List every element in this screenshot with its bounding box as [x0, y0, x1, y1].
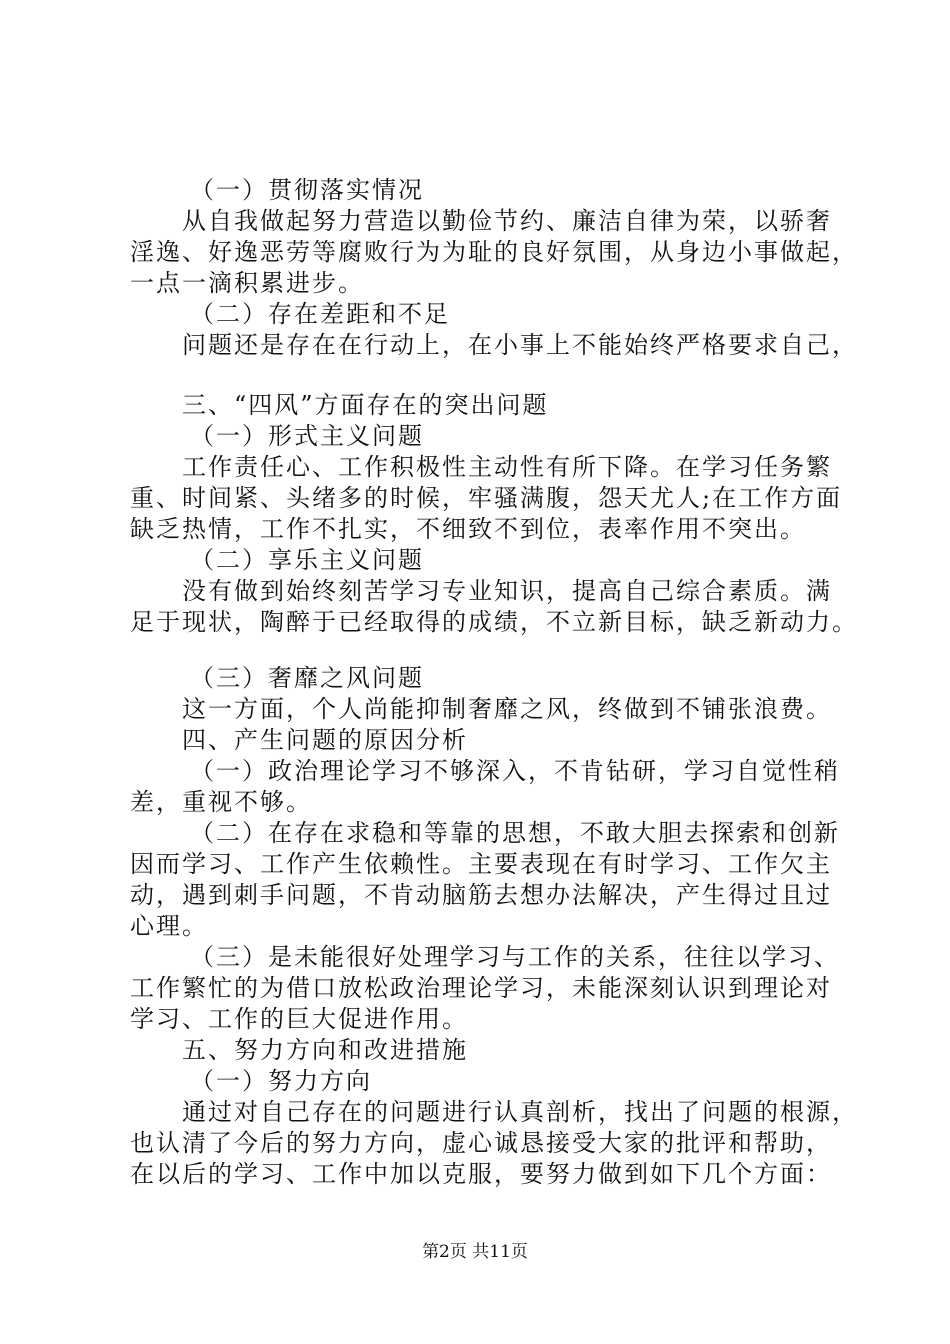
- text-line: 淫逸、好逸恶劳等腐败行为为耻的良好氛围，从身边小事做起，: [130, 238, 858, 266]
- text-line: （一）贯彻落实情况: [190, 176, 424, 204]
- text-line: 问题还是存在在行动上，在小事上不能始终严格要求自己，: [182, 331, 858, 359]
- text-line: 重、时间紧、头绪多的时候，牢骚满腹，怨天尤人;在工作方面: [130, 484, 843, 512]
- text-line: 差，重视不够。: [130, 788, 312, 816]
- text-line: （一）努力方向: [190, 1067, 372, 1095]
- text-line: （二）存在差距和不足: [190, 300, 450, 328]
- text-line: 工作责任心、工作积极性主动性有所下降。在学习任务繁: [182, 453, 832, 481]
- text-line: 在以后的学习、工作中加以克服，要努力做到如下几个方面：: [130, 1160, 832, 1188]
- text-line: （三）奢靡之风问题: [190, 664, 424, 692]
- text-line: 学习、工作的巨大促进作用。: [130, 1005, 468, 1033]
- text-line: 这一方面，个人尚能抑制奢靡之风，终做到不铺张浪费。: [182, 695, 832, 723]
- section-heading: 三、“四风”方面存在的突出问题: [182, 391, 549, 419]
- page-number-footer: 第2页 共11页: [422, 1242, 528, 1262]
- text-line: 也认清了今后的努力方向，虚心诚恳接受大家的批评和帮助，: [130, 1129, 832, 1157]
- text-line: （二）在存在求稳和等靠的思想，不敢大胆去探索和创新: [190, 819, 840, 847]
- text-line: 通过对自己存在的问题进行认真剖析，找出了问题的根源，: [182, 1098, 858, 1126]
- text-line: 动，遇到刺手问题，不肯动脑筋去想办法解决，产生得过且过: [130, 881, 832, 909]
- section-heading: 四、产生问题的原因分析: [182, 726, 468, 754]
- text-line: 没有做到始终刻苦学习专业知识，提高自己综合素质。满: [182, 577, 832, 605]
- text-line: （一）政治理论学习不够深入，不肯钻研，学习自觉性稍: [190, 757, 840, 785]
- text-line: 从自我做起努力营造以勤俭节约、廉洁自律为荣，以骄奢: [182, 207, 832, 235]
- text-line: 因而学习、工作产生依赖性。主要表现在有时学习、工作欠主: [130, 850, 832, 878]
- text-line: （三）是未能很好处理学习与工作的关系，往往以学习、: [190, 943, 840, 971]
- text-line: 工作繁忙的为借口放松政治理论学习，未能深刻认识到理论对: [130, 974, 832, 1002]
- text-line: 心理。: [130, 912, 208, 940]
- text-line: （一）形式主义问题: [190, 422, 424, 450]
- text-line: （二）享乐主义问题: [190, 546, 424, 574]
- text-line: 缺乏热情，工作不扎实，不细致不到位，表率作用不突出。: [130, 515, 806, 543]
- section-heading: 五、努力方向和改进措施: [182, 1036, 468, 1064]
- text-line: 足于现状，陶醉于已经取得的成绩，不立新目标，缺乏新动力。: [130, 608, 858, 636]
- text-line: 一点一滴积累进步。: [130, 269, 364, 297]
